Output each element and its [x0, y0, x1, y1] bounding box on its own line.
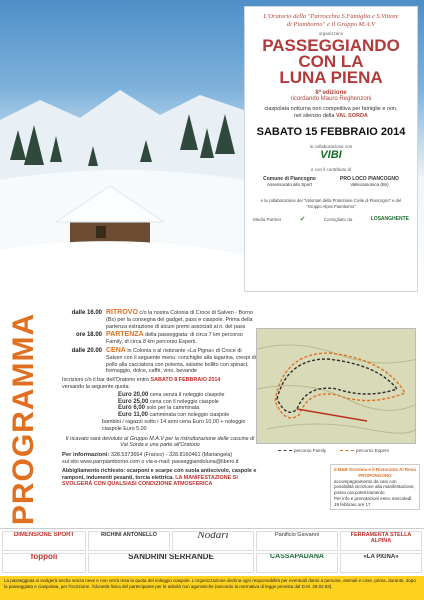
route-map: [256, 328, 416, 444]
collaboration-text: e la collaborazione dei "Volontari della Protezione Civile di Piancogno" e del "Gruppo Alpini Piamborno": [260, 198, 402, 209]
price-item: [118, 412, 258, 419]
organizer-line-2: di Piamborno" e il Gruppo M.A.V: [286, 21, 376, 28]
ad-dimensione-sport: [2, 531, 86, 551]
ad-sandrini: [88, 553, 254, 573]
memorial-text: ricordando Mauro Reghenzoni: [290, 96, 372, 102]
info-notebox: [330, 464, 420, 510]
ad-dimensione-title: DIMENSIONE SPORT: [13, 532, 75, 538]
ricavato-note: Il ricavato sarà devoluto al Gruppo M.A.V per la ristrutturazione delle cascine di Val Sorda e una parte all'Oratorio: [65, 435, 255, 449]
map-legend: [278, 448, 389, 453]
title-line-1: PASSEGGIANDO: [262, 36, 400, 55]
contributo-label: e con il contributo di: [310, 167, 352, 172]
legend-family-label: percorso Family: [294, 448, 327, 453]
ad-foppoli-title: foppoli: [30, 553, 58, 561]
iscrizioni-date: SABATO 8 FEBBRAIO 2014: [150, 377, 221, 384]
hero-photo: [0, 0, 424, 296]
info-label: Per informazioni:: [62, 452, 110, 459]
price-desc: cena senza il noleggio ciaspole: [149, 391, 225, 398]
row-time: dalle 20.00: [71, 347, 102, 354]
row-keyword: CENA: [106, 346, 126, 354]
programma-label-text: PROGRAMMA: [7, 312, 41, 526]
description-line-2: nel silenzio della: [294, 113, 335, 119]
description-line-1: ciaspolata notturna non competitiva per famiglie e non,: [264, 106, 398, 112]
program-row: [62, 310, 258, 330]
vibi-logo: VIBI: [320, 149, 342, 161]
ad-ferramenta-title: FERRAMENTA STELLA ALPINA: [350, 532, 412, 544]
row-time: dalle 16.00: [71, 310, 102, 316]
iscrizioni-text: [62, 377, 258, 391]
row-time: ore 18.00: [75, 332, 102, 339]
sponsor-ads: [0, 528, 424, 574]
legend-family: [278, 448, 326, 453]
warning-text: [62, 468, 258, 488]
event-title: [245, 38, 417, 86]
ad-nodari: [172, 531, 254, 551]
event-description: [245, 106, 417, 120]
organizza-text: organizzano: [318, 31, 344, 36]
warn-text: Abbigliamento richiesto: scarponi e scarpe con suola antiscivolo, caspole e ramponi, indumenti pesanti, torcia elettrica.: [62, 467, 257, 481]
collab-label: in collaborazione con: [309, 144, 353, 149]
programma-text: [62, 310, 258, 488]
row-keyword: PARTENZA: [106, 331, 144, 339]
footer-disclaimer: La passeggiata si svolgerà anche senza neve e non verrà resa la quota del noleggio ciaspole. L'organizzazione declina ogni responsabilità per eventuali danni a persone, animali e cose, prima, durante, dopo la passeggiata e ciaspolata, per l'iscrizione, l'idoneità fisica del partecipante per le attività non agonistiche (secondo la normativa di legge prevista dal D.M. 28.02.83).: [0, 576, 424, 600]
price-amount: Euro 25,00: [118, 398, 149, 405]
price-amount: Euro 6,00: [118, 405, 146, 412]
ad-cassa-padana: [256, 553, 338, 573]
programma-label: [2, 312, 46, 526]
notebox-rules: Per info e prenotazioni entro mercoledì 19 febbraio ore 17: [334, 495, 412, 507]
edition-label: 8ª edizione: [315, 90, 347, 96]
iscrizioni-quota: versando la seguente quota:: [62, 383, 131, 390]
price-item: [118, 392, 258, 399]
ad-cassa-title: CASSAPADANA: [270, 553, 324, 560]
sponsor-logos: [245, 172, 417, 192]
comune-logo: [263, 176, 316, 188]
media-partner-logo: ✓: [299, 216, 306, 223]
event-info-box: [244, 6, 418, 292]
proloco-name: PRO LOCO PIANCOGNO: [340, 176, 399, 182]
ad-pigna-title: «LA PIGNA»: [363, 554, 399, 560]
ad-ferramenta: [340, 531, 422, 551]
event-date: SABATO 15 FEBBRAIO 2014: [256, 126, 406, 138]
media-sponsors: [245, 209, 417, 223]
consigliato-label: Consigliato da: [323, 216, 353, 222]
info-block: [62, 452, 258, 466]
snow-landscape: [0, 70, 244, 296]
warn-red: LA MANIFESTAZIONE SI SVOLGERÀ CON QUALSIASI CONDIZIONE ATMOSFERICA: [62, 474, 238, 488]
price-desc: camminata con noleggio ciaspole: [149, 412, 230, 419]
media-partner-label: Media Partner: [253, 216, 282, 222]
notebox-text: possibilità iscrizione alla manifestazione, posso ora potenziamento: [334, 484, 415, 496]
ad-panificio-title: Panificio Giovanni: [274, 532, 320, 538]
title-line-3: LUNA PIENA: [279, 68, 383, 87]
bambini-price: bambini / ragazzi sotto i 14 anni cena Euro 10,00 + noleggio ciaspole Euro 5.00: [102, 418, 246, 432]
row-keyword: RITROVO: [106, 309, 138, 316]
place-name: VAL SORDA: [336, 113, 368, 119]
organizer-text: [245, 7, 417, 29]
legend-esperti: [340, 448, 389, 453]
map-svg: [257, 329, 416, 444]
ad-foppoli: [2, 553, 86, 573]
comune-name: Comune di Piancogno: [263, 176, 316, 182]
price-list: [62, 392, 258, 419]
organizer-line-1: L'Oratorio della "Parrocchia S.Famiglia e S.Vittore: [263, 13, 399, 20]
legend-esperti-label: percorso Esperti: [356, 448, 389, 453]
title-line-2: CON LA: [298, 52, 364, 71]
info-site[interactable]: sul sito www.parrpiamborno.com o via e-mail: passeggiandoluna@libero.it: [62, 458, 239, 465]
program-row: [62, 348, 258, 375]
proloco-logo: [340, 176, 399, 188]
iscrizioni-line: Iscrizioni c/o il bar dell'Oratorio entro: [62, 377, 150, 384]
comune-sub: Assessorato allo Sport: [266, 182, 312, 187]
price-item: [118, 405, 258, 412]
price-amount: Euro 11,00: [118, 412, 149, 419]
losanghente-logo: LOSANGHENTE: [370, 216, 409, 222]
notebox-header: Il B&B Orsolina e il Ristorante Al Resù PROPONGONO: [334, 467, 416, 478]
ad-richini: [88, 531, 170, 551]
programma-section: [0, 306, 424, 534]
price-amount: Euro 20,00: [118, 391, 149, 398]
ad-panificio: [256, 531, 338, 551]
ad-richini-title: RICHINI ANTONELLO: [101, 532, 157, 538]
notebox-sub: accompagnamento da cani con: [334, 478, 397, 484]
row-text: della passeggiata: di circa 7 km percorso Family, di circa 8 km percorso Esperti.: [106, 332, 243, 346]
program-row: [62, 332, 258, 346]
row-text: in Colonia o al ristorante «La Pigna» di Croce di Salven con il seguente menu: conchiglie alla lagarina, crespi di pollo alla cacciatora con polenta, salame bollito con spinaci, formaggio, dolce, caffè, vino, bevande: [106, 347, 256, 375]
row-text: c/o la nostra Colonia di Croce di Salven - Borno (Bs) per la consegna del gadget, pass e ciaspole. Prima della partenza estrazione di alcuni premi associati al n. del pass: [106, 310, 253, 330]
ad-sandrini-title: SANDRINI SERRANDE: [128, 553, 214, 561]
proloco-sub: Vallecamonica (Bs): [350, 182, 389, 187]
ad-la-pigna: [340, 553, 422, 573]
price-desc: solo per la camminata: [146, 405, 200, 412]
price-item: [118, 399, 258, 406]
ad-nodari-title: Nodari: [197, 531, 229, 541]
info-phones: 328.5373664 (Franco) - 328.8160461 (Mariangela): [110, 452, 233, 459]
price-desc: cena con il noleggio ciaspole: [149, 398, 219, 405]
